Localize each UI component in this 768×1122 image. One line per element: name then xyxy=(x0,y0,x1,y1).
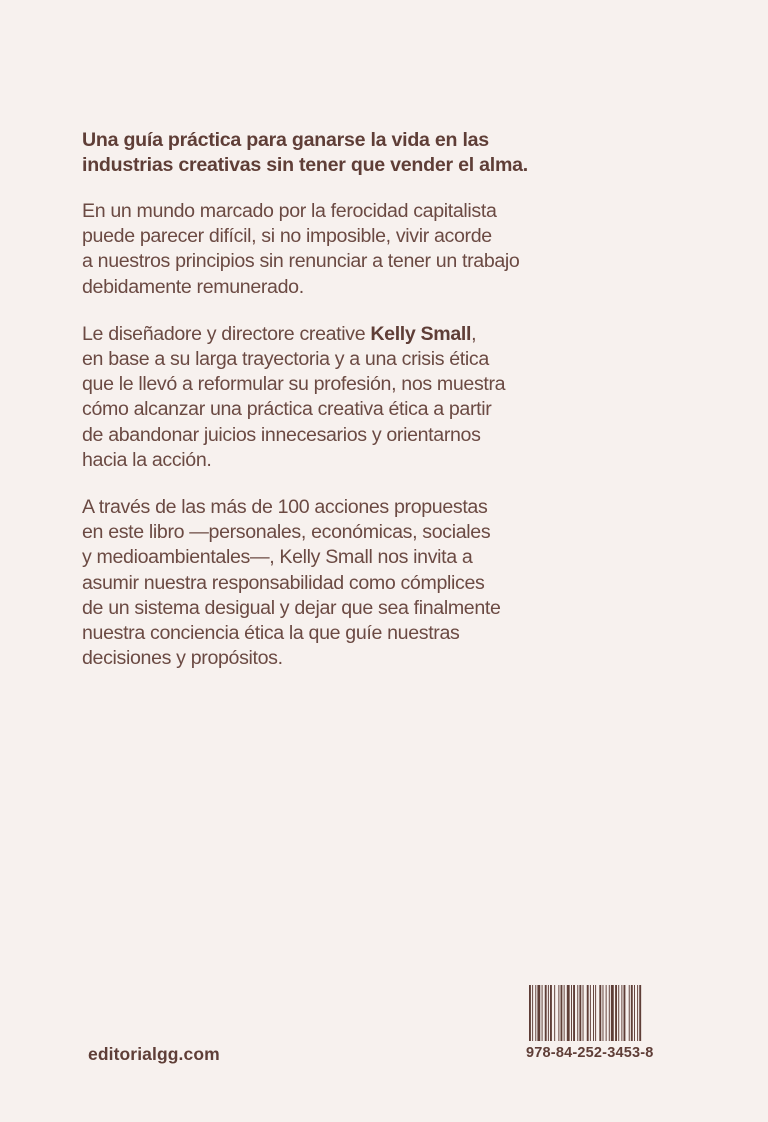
barcode-bar xyxy=(603,985,604,1041)
barcode-bar xyxy=(550,985,552,1041)
barcode-bar xyxy=(545,985,547,1041)
barcode-bar xyxy=(529,985,531,1041)
barcode-bar xyxy=(593,985,594,1041)
paragraph-line xyxy=(82,322,602,347)
paragraph-line: hacia la acción. xyxy=(82,448,212,471)
barcode-bar xyxy=(618,985,619,1041)
barcode-bar xyxy=(631,985,633,1041)
isbn-number: 978-84-252-3453-8 xyxy=(526,1045,654,1061)
barcode-block xyxy=(526,985,676,1061)
barcode-bar xyxy=(535,985,536,1041)
barcode-bar xyxy=(567,985,570,1041)
intro-paragraph xyxy=(82,199,602,300)
paragraph-line: asumir nuestra responsabilidad como cómplices xyxy=(82,571,485,594)
paragraph-line: decisiones y propósitos. xyxy=(82,647,283,670)
barcode-bar xyxy=(639,985,641,1041)
paragraph-line: En un mundo marcado por la ferocidad capitalista xyxy=(82,200,497,222)
barcode-bar xyxy=(624,985,626,1041)
paragraph-line: de abandonar juicios innecesarios y orientarnos xyxy=(82,423,481,446)
barcode-bar xyxy=(606,985,607,1041)
barcode-bar xyxy=(579,985,581,1041)
barcode-bar xyxy=(595,985,596,1041)
paragraph-line: nuestra conciencia ética la que guíe nuestras xyxy=(82,622,460,645)
barcode-icon xyxy=(528,985,673,1041)
author-line-suffix: , xyxy=(471,322,477,345)
author-name: Kelly Small xyxy=(370,322,472,345)
barcode-bar xyxy=(561,985,563,1041)
paragraph-line: puede parecer difícil, si no imposible, vivir acorde xyxy=(82,225,492,248)
barcode-bar xyxy=(590,985,591,1041)
barcode-bar xyxy=(615,985,617,1041)
barcode-bar xyxy=(587,985,589,1041)
author-paragraph xyxy=(82,322,602,473)
paragraph-line: que le llevó a reformular su profesión, nos muestra xyxy=(82,373,506,396)
author-line-prefix: Le diseñadore y directore creative xyxy=(82,322,371,345)
barcode-bar xyxy=(571,985,572,1041)
barcode-bar xyxy=(611,985,614,1041)
barcode-bar xyxy=(573,985,575,1041)
barcode-bar xyxy=(577,985,578,1041)
paragraph-line: y medioambientales—, Kelly Small nos invita a xyxy=(82,546,473,569)
barcode-bar xyxy=(554,985,555,1041)
barcode-bar xyxy=(558,985,559,1041)
paragraph-line: cómo alcanzar una práctica creativa ética a partir xyxy=(82,398,492,421)
barcode-bar xyxy=(634,985,635,1041)
publisher-website[interactable]: editorialgg.com xyxy=(88,1044,220,1064)
lead-heading xyxy=(82,128,602,178)
barcode-bar xyxy=(629,985,630,1041)
lead-line: Una guía práctica para ganarse la vida en las xyxy=(82,129,489,151)
barcode-bar xyxy=(532,985,533,1041)
barcode-bar xyxy=(621,985,622,1041)
barcode-bar xyxy=(583,985,584,1041)
barcode-bar xyxy=(637,985,638,1041)
barcode-bar xyxy=(599,985,601,1041)
paragraph-line: en este libro —personales, económicas, sociales xyxy=(82,521,491,544)
lead-line: industrias creativas sin tener que vender el alma. xyxy=(82,154,528,176)
back-cover-text xyxy=(82,128,602,693)
paragraph-line: A través de las más de 100 acciones propuestas xyxy=(82,496,488,519)
paragraph-line: en base a su larga trayectoria y a una crisis ética xyxy=(82,348,489,371)
paragraph-line: debidamente remunerado. xyxy=(82,275,304,298)
paragraph-line: de un sistema desigual y dejar que sea finalmente xyxy=(82,596,501,619)
barcode-bar xyxy=(548,985,549,1041)
paragraph-line: a nuestros principios sin renunciar a tener un trabajo xyxy=(82,250,520,273)
barcode-bar xyxy=(537,985,540,1041)
barcode-bar xyxy=(542,985,543,1041)
actions-paragraph xyxy=(82,495,602,671)
barcode-bar xyxy=(564,985,565,1041)
barcode-bar xyxy=(609,985,610,1041)
